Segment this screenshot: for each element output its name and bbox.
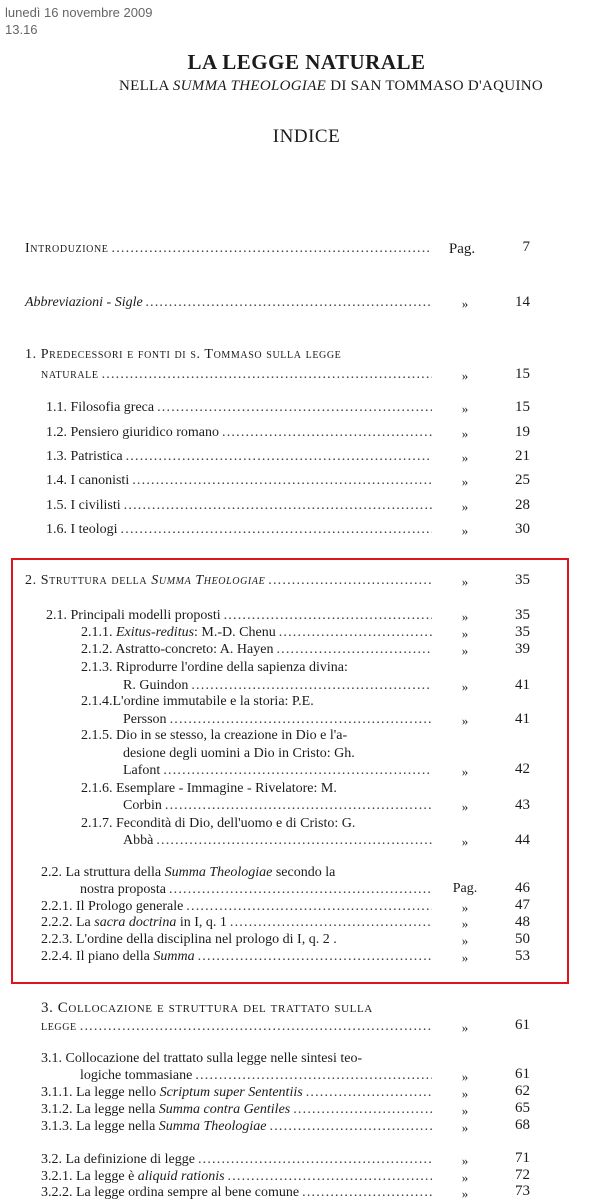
toc-marker: » [461, 523, 469, 538]
leader-dots [224, 607, 432, 624]
toc-marker: Pag. [452, 881, 478, 896]
toc-marker: » [461, 426, 469, 441]
toc-marker: » [461, 1020, 469, 1035]
leader-dots [112, 240, 432, 257]
toc-page: 61 [515, 1066, 530, 1082]
toc-marker: » [461, 401, 469, 416]
toc-marker: » [461, 834, 469, 849]
toc-marker: » [461, 799, 469, 814]
toc-page: 28 [515, 497, 530, 513]
toc-label: 2.2.1. Il Prologo generale [41, 899, 184, 914]
toc-entry-3-2 [41, 1151, 435, 1168]
toc-entry-1-2 [46, 424, 435, 441]
toc-label: 3.2.2. La legge ordina sempre al bene comune [41, 1185, 300, 1200]
toc-label: Abbreviazioni - Sigle [25, 295, 143, 310]
toc-entry-2-1-1 [81, 624, 435, 641]
toc-label: logiche tommasiane [80, 1068, 193, 1083]
toc-label: Corbin [123, 798, 162, 813]
toc-label: 2.2.2. La sacra doctrina in I, q. 1 [41, 915, 227, 930]
toc-label: 3.1.2. La legge nella Summa contra Gentiles [41, 1102, 291, 1117]
toc-marker: » [461, 713, 469, 728]
toc-label: Persson [123, 712, 167, 727]
leader-dots [121, 521, 432, 538]
toc-page: 7 [522, 239, 530, 255]
toc-label: 2.1. Principali modelli proposti [46, 608, 221, 623]
toc-entry-2-2 [80, 881, 435, 898]
toc-marker: » [461, 1120, 469, 1135]
book-subtitle: NELLA SUMMA THEOLOGIAE DI SAN TOMMASO D'AQUINO [118, 78, 544, 94]
toc-marker: » [461, 1170, 469, 1185]
toc-page: 50 [515, 931, 530, 947]
toc-label: naturale [41, 367, 99, 382]
toc-label: 1.3. Patristica [46, 449, 123, 464]
toc-page: 41 [515, 677, 530, 693]
toc-entry-2-1-5-line2: desione degli uomini a Dio in Cristo: Gh. [123, 746, 355, 761]
toc-page: 68 [515, 1117, 530, 1133]
toc-entry-2-1-5 [123, 762, 435, 779]
toc-entry-2-2-3: 2.2.3. L'ordine della disciplina nel prologo di I, q. 2 . [41, 932, 337, 947]
toc-entry-2-1-3-line1: 2.1.3. Riprodurre l'ordine della sapienza divina: [81, 660, 348, 675]
toc-page: 44 [515, 832, 530, 848]
toc-marker: » [461, 368, 469, 383]
leader-dots [132, 472, 432, 489]
toc-page: 53 [515, 948, 530, 964]
leader-dots [102, 366, 432, 383]
toc-page: 71 [515, 1150, 530, 1166]
leader-dots [165, 797, 432, 814]
toc-entry-introduzione [25, 240, 435, 257]
timestamp-date: lunedì 16 novembre 2009 [5, 5, 153, 20]
leader-dots [279, 624, 432, 641]
leader-dots [276, 641, 432, 658]
toc-marker: » [461, 474, 469, 489]
timestamp [5, 4, 152, 38]
leader-dots [198, 948, 432, 965]
toc-label: 2. Struttura della Summa Theologiae [25, 573, 266, 588]
toc-entry-chapter-1 [41, 366, 435, 383]
toc-label: 1.6. I teologi [46, 522, 118, 537]
toc-entry-2-1-6-line1: 2.1.6. Esemplare - Immagine - Rivelatore: M. [81, 781, 337, 796]
leader-dots [191, 677, 432, 694]
toc-marker: » [461, 643, 469, 658]
leader-dots [169, 881, 432, 898]
toc-label: Introduzione [25, 241, 109, 256]
toc-entry-2-1-5-line1: 2.1.5. Dio in se stesso, la creazione in Dio e l'a- [81, 728, 348, 743]
leader-dots [230, 914, 432, 931]
toc-entry-1-3 [46, 448, 435, 465]
toc-entry-1-1 [46, 399, 435, 416]
leader-dots [270, 1118, 432, 1135]
toc-entry-2-2-4 [41, 948, 435, 965]
toc-marker: » [461, 933, 469, 948]
leader-dots [170, 711, 432, 728]
toc-page: 47 [515, 897, 530, 913]
toc-entry-2-1-7-line1: 2.1.7. Fecondità di Dio, dell'uomo e di Cristo: G. [81, 816, 356, 831]
toc-marker: » [461, 1086, 469, 1101]
toc-label: Abbà [123, 833, 154, 848]
toc-label: Lafont [123, 763, 161, 778]
toc-entry-1-4 [46, 472, 435, 489]
toc-label: 1.1. Filosofia greca [46, 400, 155, 415]
toc-page: 62 [515, 1083, 530, 1099]
toc-entry-2-1-3 [123, 677, 435, 694]
toc-entry-abbreviazioni [25, 294, 435, 311]
toc-chapter-3-line1: 3. Collocazione e struttura del trattato sulla [41, 1000, 373, 1016]
toc-entry-2-1-2 [81, 641, 435, 658]
toc-marker: » [461, 679, 469, 694]
toc-marker: » [461, 1186, 469, 1201]
toc-label: 1.5. I civilisti [46, 498, 121, 513]
toc-page: 65 [515, 1100, 530, 1116]
toc-label: nostra proposta [80, 882, 166, 897]
leader-dots [146, 294, 432, 311]
leader-dots [163, 762, 432, 779]
toc-entry-1-6 [46, 521, 435, 538]
toc-label: 2.1.1. Exitus-reditus: M.-D. Chenu [81, 625, 276, 640]
toc-marker: » [461, 450, 469, 465]
toc-label: 3.1.3. La legge nella Summa Theologiae [41, 1119, 267, 1134]
toc-entry-chapter-2 [25, 572, 435, 589]
toc-entry-3-2-2 [41, 1184, 435, 1201]
leader-dots [80, 1018, 432, 1035]
toc-label: 3.1.1. La legge nello Scriptum super Sententiis [41, 1085, 303, 1100]
toc-page: 72 [515, 1167, 530, 1183]
toc-page: 19 [515, 424, 530, 440]
leader-dots [306, 1084, 432, 1101]
toc-entry-1-5 [46, 497, 435, 514]
toc-page: 35 [515, 624, 530, 640]
toc-entry-3-1-1 [41, 1084, 435, 1101]
toc-page: 61 [515, 1017, 530, 1033]
toc-entry-2-1 [46, 607, 435, 624]
toc-label: 2.2.4. Il piano della Summa [41, 949, 195, 964]
toc-marker: » [461, 900, 469, 915]
toc-page: 15 [515, 366, 530, 382]
leader-dots [293, 1101, 432, 1118]
toc-page: 42 [515, 761, 530, 777]
toc-label: 2.1.2. Astratto-concreto: A. Hayen [81, 642, 274, 657]
toc-page: 48 [515, 914, 530, 930]
toc-page: 15 [515, 399, 530, 415]
timestamp-time: 13.16 [5, 22, 38, 37]
toc-page: 30 [515, 521, 530, 537]
toc-marker: Pag. [448, 241, 476, 257]
toc-entry-2-2-2 [41, 914, 435, 931]
toc-marker: » [461, 626, 469, 641]
leader-dots [222, 424, 432, 441]
toc-page: 25 [515, 472, 530, 488]
toc-label: legge [41, 1019, 77, 1034]
toc-marker: » [461, 609, 469, 624]
toc-marker: » [461, 916, 469, 931]
toc-page: 14 [515, 294, 530, 310]
toc-marker: » [461, 499, 469, 514]
book-title: LA LEGGE NATURALE [187, 50, 426, 74]
toc-entry-2-1-4 [123, 711, 435, 728]
toc-marker: » [461, 296, 469, 311]
leader-dots [198, 1151, 432, 1168]
leader-dots [126, 448, 432, 465]
toc-entry-3-1 [80, 1067, 435, 1084]
leader-dots [157, 399, 432, 416]
toc-entry-3-1-3 [41, 1118, 435, 1135]
toc-page: 21 [515, 448, 530, 464]
toc-label: 3.2. La definizione di legge [41, 1152, 195, 1167]
toc-label: R. Guindon [123, 678, 189, 693]
toc-marker: » [461, 1103, 469, 1118]
index-heading: INDICE [272, 126, 341, 147]
toc-page: 46 [515, 880, 530, 896]
leader-dots [228, 1168, 432, 1185]
toc-page: 35 [515, 607, 530, 623]
toc-entry-2-2-1 [41, 898, 435, 915]
toc-entry-3-1-line1: 3.1. Collocazione del trattato sulla legge nelle sintesi teo- [41, 1051, 363, 1066]
toc-page: 39 [515, 641, 530, 657]
toc-label: 3.2.1. La legge è aliquid rationis [41, 1169, 225, 1184]
toc-entry-3-1-2 [41, 1101, 435, 1118]
toc-page: 41 [515, 711, 530, 727]
toc-marker: » [461, 764, 469, 779]
leader-dots [124, 497, 432, 514]
toc-page: 73 [515, 1183, 530, 1199]
toc-page: 35 [515, 572, 530, 588]
toc-entry-2-1-4-line1: 2.1.4.L'ordine immutabile e la storia: P.E. [81, 694, 314, 709]
leader-dots [195, 1067, 432, 1084]
toc-entry-2-1-6 [123, 797, 435, 814]
toc-marker: » [461, 950, 469, 965]
toc-page: 43 [515, 797, 530, 813]
toc-entry-2-1-7 [123, 832, 435, 849]
leader-dots [302, 1184, 432, 1201]
toc-entry-2-2-line1: 2.2. La struttura della Summa Theologiae secondo la [41, 865, 336, 880]
toc-marker: » [461, 1069, 469, 1084]
toc-marker: » [461, 1153, 469, 1168]
toc-label: 1.2. Pensiero giuridico romano [46, 425, 220, 440]
toc-entry-chapter-3 [41, 1018, 435, 1035]
toc-marker: » [461, 574, 469, 589]
leader-dots [268, 572, 432, 589]
leader-dots [156, 832, 432, 849]
toc-chapter-1-line1: 1. Predecessori e fonti di s. Tommaso sulla legge [25, 347, 342, 362]
toc-label: 1.4. I canonisti [46, 473, 130, 488]
toc-entry-3-2-1 [41, 1168, 435, 1185]
leader-dots [186, 898, 432, 915]
